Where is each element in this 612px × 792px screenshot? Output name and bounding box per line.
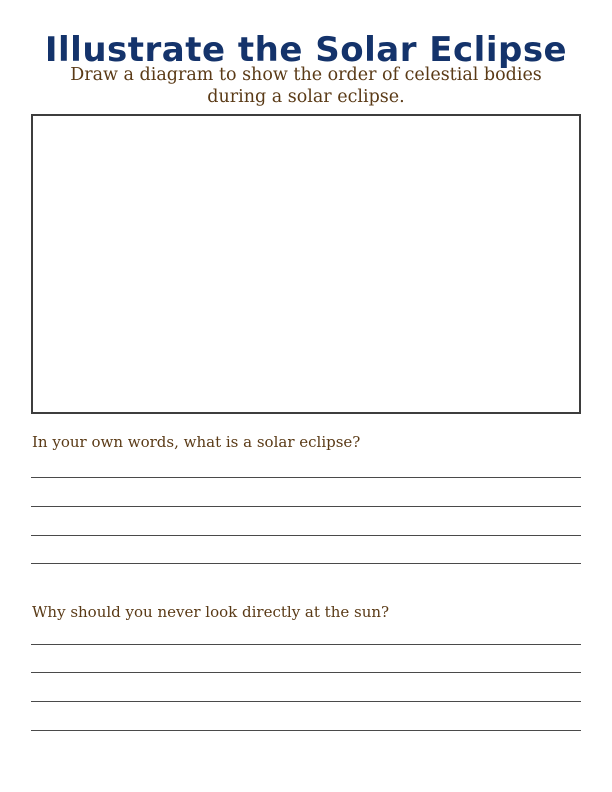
answer-line-q1-1[interactable] [31,477,581,478]
question-1: In your own words, what is a solar eclipse? [32,433,361,451]
answer-line-q1-2[interactable] [31,506,581,507]
page-title: Illustrate the Solar Eclipse [44,30,568,70]
instructions-line-1: Draw a diagram to show the order of celestial bodies [70,65,542,85]
answer-line-q2-2[interactable] [31,672,581,673]
instructions-line-2: during a solar eclipse. [207,87,405,107]
answer-line-q2-3[interactable] [31,701,581,702]
instructions [0,64,612,108]
answer-line-q1-4[interactable] [31,563,581,564]
question-2: Why should you never look directly at the sun? [32,603,390,621]
answer-line-q2-4[interactable] [31,730,581,731]
answer-line-q1-3[interactable] [31,535,581,536]
answer-line-q2-1[interactable] [31,644,581,645]
diagram-drawing-box[interactable] [31,114,581,414]
